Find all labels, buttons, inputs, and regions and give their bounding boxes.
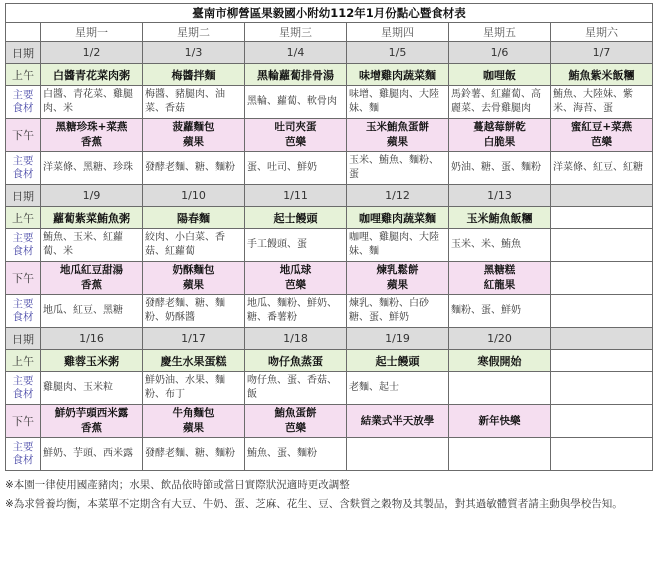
am-cell: 黑輪蘿蔔排骨湯 — [245, 64, 347, 86]
dates-cell: 1/18 — [245, 328, 347, 350]
am-ing-cell: 老麵、起士 — [347, 372, 449, 405]
date-row — [6, 42, 653, 64]
dates-cell: 1/17 — [143, 328, 245, 350]
corner-cell — [6, 23, 41, 42]
row-label: 上午 — [6, 207, 41, 229]
dates-cell: 1/4 — [245, 42, 347, 64]
dates-cell: 1/6 — [449, 42, 551, 64]
row-label: 主要 食材 — [6, 372, 41, 405]
dates-cell: 1/10 — [143, 185, 245, 207]
am-ing-cell: 黑輪、蘿蔔、軟骨肉 — [245, 86, 347, 119]
pm-cell: 結業式半天放學 — [347, 405, 449, 438]
date-row — [6, 185, 653, 207]
am-cell — [551, 350, 653, 372]
page-title: 臺南市柳營區果毅國小附幼112年1月份點心暨食材表 — [6, 4, 653, 23]
afternoon-snack-row — [6, 119, 653, 152]
am-cell: 蘿蔔紫菜鮪魚粥 — [41, 207, 143, 229]
am-ing-cell — [449, 372, 551, 405]
weekday-mon: 星期一 — [41, 23, 143, 42]
row-label: 主要 食材 — [6, 86, 41, 119]
weekday-fri: 星期五 — [449, 23, 551, 42]
dates-cell: 1/16 — [41, 328, 143, 350]
weekday-wed: 星期三 — [245, 23, 347, 42]
row-label: 下午 — [6, 262, 41, 295]
dates-cell: 1/20 — [449, 328, 551, 350]
pm-ing-cell: 地瓜、麵粉、鮮奶、糖、番薯粉 — [245, 295, 347, 328]
am-cell: 梅醬拌麵 — [143, 64, 245, 86]
row-label: 主要 食材 — [6, 438, 41, 471]
dates-cell: 1/11 — [245, 185, 347, 207]
note-allergen: ※為求營養均衡，本菜單不定期含有大豆、牛奶、蛋、芝麻、花生、豆、含麩質之穀物及其製品，對其過敏體質者請主動與學校告知。 — [5, 498, 623, 510]
pm-ing-cell: 麵粉、蛋、鮮奶 — [449, 295, 551, 328]
am-cell: 咖哩飯 — [449, 64, 551, 86]
pm-ing-cell — [347, 438, 449, 471]
dates-cell — [551, 328, 653, 350]
pm-ing-cell: 奶油、糖、蛋、麵粉 — [449, 152, 551, 185]
am-ing-cell: 梅醬、豬腿肉、油菜、香菇 — [143, 86, 245, 119]
morning-snack-row — [6, 207, 653, 229]
am-ing-cell: 馬鈴薯、紅蘿蔔、高麗菜、去骨雞腿肉 — [449, 86, 551, 119]
pm-ing-cell: 鮮奶、芋頭、西米露 — [41, 438, 143, 471]
row-label: 日期 — [6, 328, 41, 350]
pm-cell: 鮮奶芋頭西米露 香蕉 — [41, 405, 143, 438]
pm-cell: 地瓜紅豆甜湯 香蕉 — [41, 262, 143, 295]
afternoon-ingredients-row — [6, 152, 653, 185]
morning-snack-row — [6, 350, 653, 372]
am-cell: 寒假開始 — [449, 350, 551, 372]
notes-section — [5, 477, 645, 512]
pm-ing-cell: 發酵老麵、糖、麵粉 — [143, 438, 245, 471]
am-cell: 玉米鮪魚飯糰 — [449, 207, 551, 229]
dates-cell: 1/12 — [347, 185, 449, 207]
pm-ing-cell: 發酵老麵、糖、麵粉、奶酥醬 — [143, 295, 245, 328]
am-cell: 起士饅頭 — [347, 350, 449, 372]
row-label: 主要 食材 — [6, 295, 41, 328]
afternoon-ingredients-row — [6, 438, 653, 471]
am-cell: 陽春麵 — [143, 207, 245, 229]
dates-cell — [551, 185, 653, 207]
pm-cell: 鮪魚蛋餅 芭樂 — [245, 405, 347, 438]
am-cell: 味增雞肉蔬菜麵 — [347, 64, 449, 86]
pm-ing-cell: 地瓜、紅豆、黑糖 — [41, 295, 143, 328]
morning-ingredients-row — [6, 229, 653, 262]
menu-sheet — [5, 3, 653, 515]
am-cell: 鮪魚紫米飯糰 — [551, 64, 653, 86]
weekday-tue: 星期二 — [143, 23, 245, 42]
am-cell: 白醬青花菜肉粥 — [41, 64, 143, 86]
row-label: 上午 — [6, 350, 41, 372]
am-ing-cell: 白醬、青花菜、雞腿肉、米 — [41, 86, 143, 119]
pm-cell — [551, 262, 653, 295]
am-ing-cell — [551, 229, 653, 262]
pm-cell: 玉米鮪魚蛋餅 蘋果 — [347, 119, 449, 152]
date-row — [6, 328, 653, 350]
menu-table — [5, 3, 653, 471]
am-ing-cell — [551, 372, 653, 405]
pm-ing-cell: 煉乳、麵粉、白砂糖、蛋、鮮奶 — [347, 295, 449, 328]
am-cell: 吻仔魚蒸蛋 — [245, 350, 347, 372]
am-ing-cell: 味增、雞腿肉、大陸妹、麵 — [347, 86, 449, 119]
afternoon-snack-row — [6, 262, 653, 295]
pm-cell: 新年快樂 — [449, 405, 551, 438]
am-ing-cell: 吻仔魚、蛋、香菇、飯 — [245, 372, 347, 405]
pm-cell: 吐司夾蛋 芭樂 — [245, 119, 347, 152]
pm-ing-cell: 蛋、吐司、鮮奶 — [245, 152, 347, 185]
pm-cell: 黑糖糕 紅龍果 — [449, 262, 551, 295]
dates-cell: 1/13 — [449, 185, 551, 207]
am-cell: 雞蓉玉米粥 — [41, 350, 143, 372]
pm-cell: 菠蘿麵包 蘋果 — [143, 119, 245, 152]
morning-snack-row — [6, 64, 653, 86]
weekday-header-row — [6, 23, 653, 42]
am-ing-cell: 鮪魚、大陸妹、紫米、海苔、蛋 — [551, 86, 653, 119]
pm-ing-cell: 鮪魚、蛋、麵粉 — [245, 438, 347, 471]
dates-cell: 1/5 — [347, 42, 449, 64]
pm-cell: 蔓越莓餅乾 白脆果 — [449, 119, 551, 152]
am-cell: 慶生水果蛋糕 — [143, 350, 245, 372]
dates-cell: 1/9 — [41, 185, 143, 207]
pm-ing-cell: 洋菜條、黑糖、珍珠 — [41, 152, 143, 185]
afternoon-snack-row — [6, 405, 653, 438]
am-cell — [551, 207, 653, 229]
am-cell: 起士饅頭 — [245, 207, 347, 229]
dates-cell: 1/19 — [347, 328, 449, 350]
pm-cell: 地瓜球 芭樂 — [245, 262, 347, 295]
am-ing-cell: 鮪魚、玉米、紅蘿蔔、米 — [41, 229, 143, 262]
pm-ing-cell — [551, 438, 653, 471]
pm-ing-cell — [551, 295, 653, 328]
pm-cell — [551, 405, 653, 438]
dates-cell: 1/3 — [143, 42, 245, 64]
weekday-thu: 星期四 — [347, 23, 449, 42]
pm-ing-cell: 洋菜條、紅豆、紅糖 — [551, 152, 653, 185]
dates-cell: 1/2 — [41, 42, 143, 64]
am-ing-cell: 雞腿肉、玉米粒 — [41, 372, 143, 405]
row-label: 下午 — [6, 405, 41, 438]
row-label: 日期 — [6, 185, 41, 207]
pm-ing-cell: 發酵老麵、糖、麵粉 — [143, 152, 245, 185]
note-meat-origin: ※本園一律使用國產豬肉；水果、飲品依時節或當日實際狀況適時更改調整 — [5, 479, 350, 491]
pm-cell: 奶酥麵包 蘋果 — [143, 262, 245, 295]
am-ing-cell: 手工饅頭、蛋 — [245, 229, 347, 262]
afternoon-ingredients-row — [6, 295, 653, 328]
am-cell: 咖哩雞肉蔬菜麵 — [347, 207, 449, 229]
pm-ing-cell — [449, 438, 551, 471]
weekday-sat: 星期六 — [551, 23, 653, 42]
morning-ingredients-row — [6, 86, 653, 119]
am-ing-cell: 鮮奶油、水果、麵粉、布丁 — [143, 372, 245, 405]
pm-cell: 蜜紅豆+菜燕 芭樂 — [551, 119, 653, 152]
row-label: 主要 食材 — [6, 229, 41, 262]
row-label: 主要 食材 — [6, 152, 41, 185]
dates-cell: 1/7 — [551, 42, 653, 64]
row-label: 下午 — [6, 119, 41, 152]
pm-cell: 黑糖珍珠+菜燕 香蕉 — [41, 119, 143, 152]
am-ing-cell: 咖哩、雞腿肉、大陸妹、麵 — [347, 229, 449, 262]
am-ing-cell: 玉米、米、鮪魚 — [449, 229, 551, 262]
pm-cell: 煉乳鬆餅 蘋果 — [347, 262, 449, 295]
pm-ing-cell: 玉米、鮪魚、麵粉、蛋 — [347, 152, 449, 185]
morning-ingredients-row — [6, 372, 653, 405]
row-label: 上午 — [6, 64, 41, 86]
pm-cell: 牛角麵包 蘋果 — [143, 405, 245, 438]
am-ing-cell: 絞肉、小白菜、香菇、紅蘿蔔 — [143, 229, 245, 262]
row-label: 日期 — [6, 42, 41, 64]
